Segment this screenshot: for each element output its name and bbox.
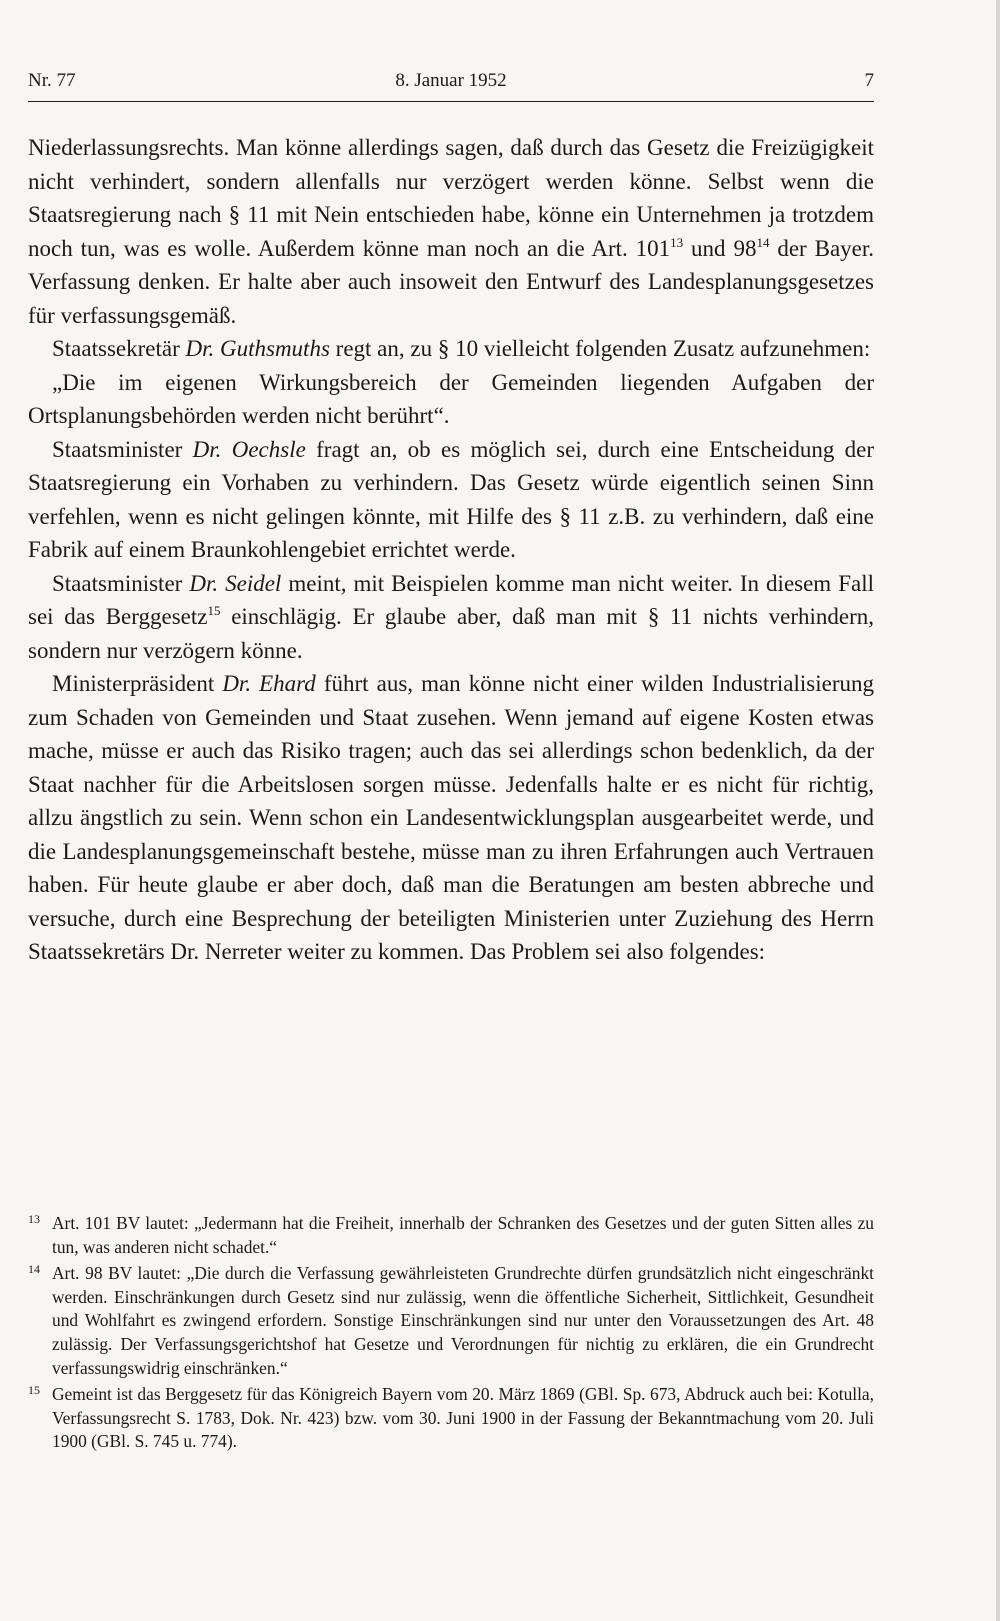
header-date: 8. Januar 1952 xyxy=(395,70,507,91)
speaker-name: Dr. Ehard xyxy=(222,671,316,696)
footnote-ref-14[interactable]: 14 xyxy=(756,234,770,250)
footnote-ref-15[interactable]: 15 xyxy=(207,603,221,618)
scan-edge xyxy=(996,0,1000,1621)
paragraph-2: Staatssekretär Dr. Guthsmuths regt an, zu § 10 vielleicht folgenden Zusatz aufzunehmen: xyxy=(52,336,871,361)
page-number: 7 xyxy=(864,70,874,91)
speaker-name: Dr. Oechsle xyxy=(192,436,306,462)
speaker-name: Dr. Guthsmuths xyxy=(185,336,330,361)
paragraph-6: Ministerpräsident Dr. Ehard führt aus, man könne nicht einer wilden Industrialisierung zum Schaden von Gemeinden und Staat zusehen. Wenn jemand auf eigene Kosten etwas mache, müsse er auch das Risiko tragen; auch das sei allerdings schon bedenklich, da der Staat nachher für die Arbeitslosen sorgen müsse. Jedenfalls halte er es nicht für richtig, allzu ängstlich zu sein. Wenn schon ein Landesentwicklungsplan ausgearbeitet werde, und die Landesplanungsgemeinschaft bestehe, müsse man zu ihren Erfahrungen auch Vertrauen haben. Für heute glaube er aber doch, daß man die Beratungen am besten abbreche und versuche, durch eine Besprechung der beteiligten Ministerien unter Zuziehung des Herrn Staatssekretärs Dr. Nerreter weiter zu kommen. Das Problem sei also folgendes: xyxy=(28,671,874,964)
body-text xyxy=(28,131,874,969)
speaker-name: Dr. Seidel xyxy=(189,570,282,596)
footnote-ref-13[interactable]: 13 xyxy=(670,234,684,250)
paragraph-4: Staatsminister Dr. Oechsle fragt an, ob es möglich sei, durch eine Entscheidung der Staatsregierung ein Vorhaben zu verhindern. Das Gesetz würde eigentlich seinen Sinn verfehlen, wenn es nicht gelingen könnte, mit Hilfe des § 11 z.B. zu verhindern, daß eine Fabrik auf einem Braunkohlengebiet errichtet werde. xyxy=(28,436,875,562)
footnote-number: 15 xyxy=(28,1383,40,1398)
document-number: Nr. 77 xyxy=(28,70,76,91)
running-header xyxy=(28,70,874,96)
footnote-text: Art. 101 BV lautet: „Jedermann hat die Freiheit, innerhalb der Schranken des Gesetzes und der guten Sitten alles zu tun, was anderen nicht schadet.“ xyxy=(52,1213,874,1257)
header-rule xyxy=(28,101,874,102)
footnotes xyxy=(28,1212,874,1457)
footnote-text: Art. 98 BV lautet: „Die durch die Verfassung gewährleisteten Grundrechte dürfen grundsätzlich nicht eingeschränkt werden. Einschränkungen durch Gesetz sind nur zulässig, wenn die öffentliche Sicherheit, Sittlichkeit, Gesundheit und Wohlfahrt es zwingend erfordern. Sonstige Einschränkungen sind nur unter den Voraussetzungen des Art. 48 zulässig. Der Verfassungsgerichtshof hat Gesetze und Verordnungen für nichtig zu erklären, die ein Grundrecht verfassungswidrig einschränken.“ xyxy=(52,1263,874,1378)
footnote xyxy=(28,1262,874,1380)
quoted-amendment: „Die im eigenen Wirkungsbereich der Gemeinden liegenden Aufgaben der Ortsplanungsbehörden werden nicht berührt“. xyxy=(28,369,874,428)
footnote xyxy=(28,1383,874,1454)
footnote xyxy=(28,1212,874,1259)
footnote-number: 13 xyxy=(28,1212,40,1226)
footnote-number: 14 xyxy=(28,1262,40,1277)
footnote-text: Gemeint ist das Berggesetz für das Königreich Bayern vom 20. März 1869 (GBl. Sp. 673, Abdruck auch bei: Kotulla, Verfassungsrecht S. 1783, Dok. Nr. 423) bzw. vom 30. Juni 1900 in der Fassung der Bekanntmachung vom 20. Juli 1900 (GBl. S. 745 u. 774). xyxy=(52,1384,874,1452)
paragraph-1: Niederlassungsrechts. Man könne allerdings sagen, daß durch das Gesetz die Freizügigkeit nicht verhindert, sondern allenfalls nur verzögert werden könne. Selbst wenn die Staatsregierung nach § 11 mit Nein entschieden habe, könne ein Unternehmen ja trotzdem noch tun, was es wolle. Außerdem könne man noch an die Art. $101^{13}$ und $98^{14}$ der Bayer. Verfassung denken. Er halte aber auch insoweit den Entwurf des Landesplanungsgesetzes für verfassungsgemäß. xyxy=(28,135,875,328)
paragraph-5: Staatsminister Dr. Seidel meint, mit Beispielen komme man nicht weiter. In diesem Fall sei das Berggesetz$^{15}$ einschlägig. Er glaube aber, daß man mit § 11 nichts verhindern, sondern nur verzögern könne. xyxy=(28,570,875,663)
